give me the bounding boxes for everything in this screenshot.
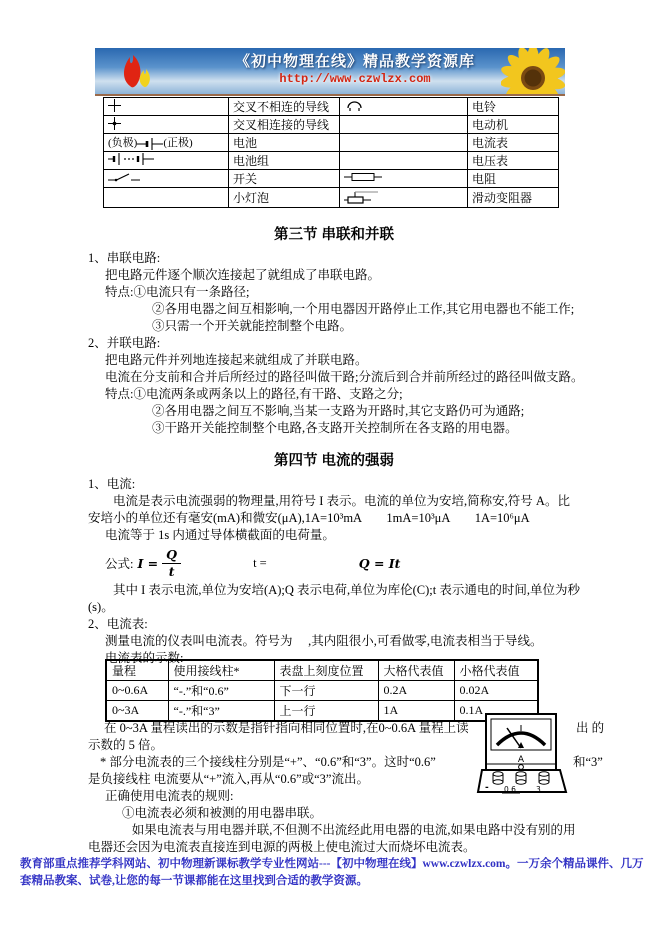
symbol-cell	[104, 188, 229, 208]
table-cell: 1A	[378, 701, 454, 722]
doc-line: * 部分电流表的三个接线柱分别是“+”、“0.6”和“3”。这时“0.6”	[100, 755, 436, 769]
table-row	[104, 170, 559, 188]
symbol-cell	[340, 188, 468, 208]
table-cell: “-.”和“0.6”	[168, 681, 274, 701]
banner-url: http://www.czwlzx.com	[279, 72, 431, 86]
doc-line: 把电路元件逐个顺次连接起了就组成了串联电路。	[105, 268, 381, 282]
ammeter-reading-table	[105, 659, 539, 722]
doc-line: ③干路开关能控制整个电路,各支路开关控制所在各支路的用电器。	[152, 421, 518, 435]
table-row	[104, 152, 559, 170]
fraction-numerator: Q	[162, 548, 181, 563]
doc-line: 在 0~3A 量程读出的示数是指针指向相同位置时,在0~0.6A 量程上读	[104, 721, 469, 735]
doc-line: 1、串联电路:	[88, 251, 161, 265]
symbol-cell	[104, 98, 229, 116]
table-cell: 0.2A	[378, 681, 454, 701]
battery-pack-icon	[108, 152, 154, 166]
doc-line: 把电路元件并列地连接起来就组成了并联电路。	[105, 353, 368, 367]
section-series-parallel	[88, 227, 584, 437]
table-cell: 0.02A	[454, 681, 538, 701]
table-cell: 0~3A	[106, 701, 168, 722]
table-row	[104, 98, 559, 116]
table-cell: “-.”和“3”	[168, 701, 274, 722]
section-heading: 第四节 电流的强弱	[273, 453, 395, 469]
slide-rheostat-icon	[344, 188, 384, 204]
table-cell: 下一行	[274, 681, 378, 701]
symbol-cell	[340, 152, 468, 170]
doc-line: 出 的	[576, 721, 605, 735]
circuit-symbol-table	[103, 97, 559, 208]
table-header-row	[106, 660, 538, 681]
symbol-cell	[104, 116, 229, 134]
doc-paragraph: 如果电流表与用电器并联,不但测不出流经此用电器的电流,如果电路中没有别的用电器还会因为电流表直接连到电源的两极上使电流过大而烧坏电流表。	[88, 823, 576, 854]
doc-line: 2、并联电路:	[88, 336, 161, 350]
symbol-cell	[104, 134, 229, 152]
doc-line: 电流等于 1s 内通过导体横截面的电荷量。	[105, 528, 335, 542]
symbol-cell	[104, 170, 229, 188]
table-cell: 0.1A	[454, 701, 538, 722]
table-cell: 上一行	[274, 701, 378, 722]
formula-current	[88, 544, 580, 582]
doc-line: 测量电流的仪表叫电流表。符号为 ,其内阻很小,可看做零,电流表相当于导线。	[105, 634, 543, 648]
label-cell: 小灯泡	[229, 188, 340, 208]
header-cell: 量程	[106, 660, 168, 681]
doc-line: ①电流表必须和被测的用电器串联。	[122, 806, 323, 820]
doc-line: 1、电流:	[88, 477, 136, 491]
doc-line: 和“3”	[573, 755, 603, 769]
banner-title: 《初中物理在线》精品教学资源库	[234, 53, 475, 70]
label-cell: 交叉相连接的导线	[229, 116, 340, 134]
label-cell: 电压表	[468, 152, 559, 170]
doc-paragraph: 其中 I 表示电流,单位为安培(A);Q 表示电荷,单位为库伦(C);t 表示通电的时间,单位为秒(s)。	[88, 583, 580, 614]
banner	[95, 48, 565, 96]
formula-mid: t =	[253, 555, 267, 570]
doc-line: 是负接线柱 电流要从“+”流入,再从“0.6”或“3”流出。	[88, 772, 369, 786]
table-cell: 0~0.6A	[106, 681, 168, 701]
formula-fraction	[162, 548, 181, 577]
ammeter-unit-label: A	[517, 755, 525, 765]
crossed-wires-unconnected-icon	[108, 99, 121, 112]
doc-line: ②各用电器之间互不影响,当某一支路为开路时,其它支路仍可为通路;	[152, 404, 525, 418]
doc-line: 特点:①电流两条或两条以上的路径,有干路、支路之分;	[105, 387, 403, 401]
label-cell: 电阻	[468, 170, 559, 188]
label-cell: 电流表	[468, 134, 559, 152]
table-row	[104, 134, 559, 152]
formula-lhs: I =	[137, 555, 159, 571]
flame-logo-icon	[117, 50, 159, 92]
table-row	[104, 116, 559, 134]
table-row	[104, 188, 559, 208]
banner-text	[205, 50, 505, 86]
header-cell: 大格代表值	[378, 660, 454, 681]
header-cell: 使用接线柱*	[168, 660, 274, 681]
battery-pos-label: (正极)	[163, 137, 193, 150]
ammeter-icon	[476, 712, 568, 800]
fraction-denominator: t	[168, 563, 175, 579]
doc-line: 电流表的示数:	[105, 651, 184, 665]
label-cell: 电池组	[229, 152, 340, 170]
switch-icon	[108, 171, 140, 183]
doc-line: 示数的 5 倍。	[88, 738, 164, 752]
section-heading: 第三节 串联和并联	[273, 227, 395, 243]
label-cell: 电铃	[468, 98, 559, 116]
symbol-cell	[340, 98, 468, 116]
label-cell: 滑动变阻器	[468, 188, 559, 208]
formula-label: 公式:	[105, 557, 134, 571]
table-row	[106, 681, 538, 701]
section-current-strength	[88, 453, 580, 667]
header-cell: 小格代表值	[454, 660, 538, 681]
doc-line: ③只需一个开关就能控制整个电路。	[152, 319, 353, 333]
footer-promo: 教育部重点推荐学科网站、初中物理新课标教学专业性网站---【初中物理在线】www.czwlzx.com。一万余个精品课件、几万套精品教案、试卷,让您的每一节课都能在这里找到合适的教学资源。	[20, 858, 644, 887]
doc-line: 2、电流表:	[88, 617, 148, 631]
symbol-cell	[340, 116, 468, 134]
symbol-cell	[340, 170, 468, 188]
symbol-cell	[340, 134, 468, 152]
symbol-cell	[104, 152, 229, 170]
battery-cell-icon	[137, 137, 163, 151]
label-cell: 交叉不相连的导线	[229, 98, 340, 116]
doc-line: 特点:①电流只有一条路径;	[105, 285, 250, 299]
label-cell: 电动机	[468, 116, 559, 134]
sunflower-icon	[501, 48, 565, 96]
terminal-06-label: 0.6	[504, 785, 516, 794]
label-cell: 电池	[229, 134, 340, 152]
doc-paragraph: 电流是表示电流强弱的物理量,用符号 I 表示。电流的单位为安培,简称安,符号 A。比安培小的单位还有毫安(mA)和微安(μA),1A=10³mA 1mA=10³μA 1A=10⁶μA	[88, 494, 570, 525]
battery-neg-label: (负极)	[108, 137, 138, 150]
doc-line: ②各用电器之间互相影响,一个用电器因开路停止工作,其它用电器也不能工作;	[152, 302, 575, 316]
doc-line: 正确使用电流表的规则:	[105, 789, 234, 803]
terminal-3-label: 3	[536, 785, 541, 794]
header-cell: 表盘上刻度位置	[274, 660, 378, 681]
resistor-icon	[344, 172, 382, 182]
doc-line: 电流在分支前和合并后所经过的路径叫做干路;分流后到合并前所经过的路径叫做支路。	[105, 370, 584, 384]
reading-notes	[0, 718, 661, 822]
bell-icon	[344, 98, 364, 112]
formula-rhs: Q = It	[358, 555, 401, 571]
label-cell: 开关	[229, 170, 340, 188]
terminal-minus-label: -	[485, 783, 489, 793]
crossed-wires-connected-icon	[108, 117, 121, 130]
